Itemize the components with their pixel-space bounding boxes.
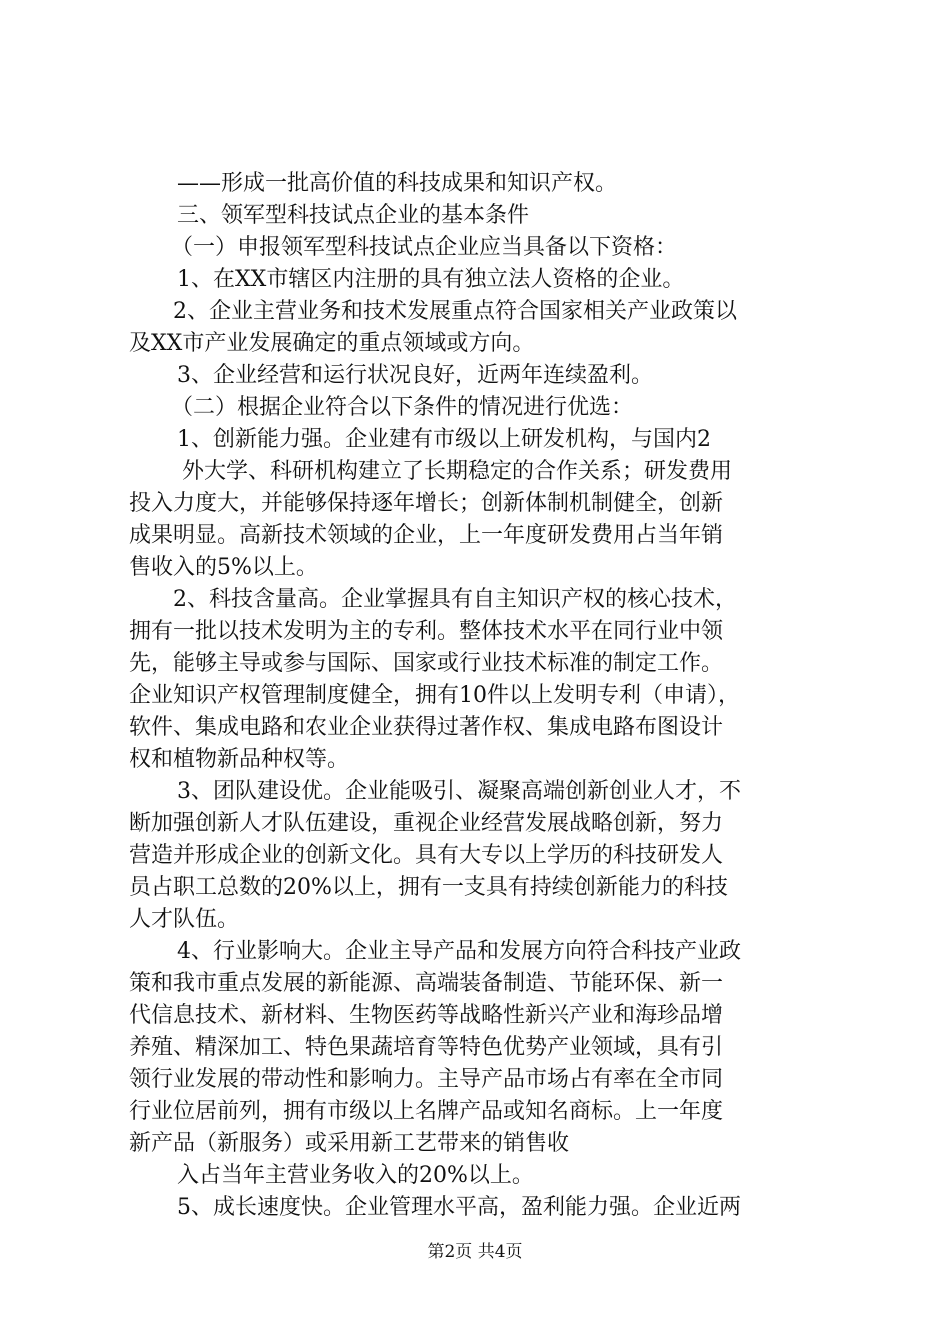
text-line: 先，能够主导或参与国际、国家或行业技术标准的制定工作。 (129, 651, 724, 676)
text-line: 入占当年主营业务收入的20%以上。 (177, 1163, 534, 1188)
text-line: 成果明显。高新技术领域的企业，上一年度研发费用占当年销 (129, 523, 724, 548)
text-line: 行业位居前列，拥有市级以上名牌产品或知名商标。上一年度 (129, 1099, 724, 1124)
text-line: 及XX市产业发展确定的重点领域或方向。 (129, 331, 535, 356)
text-line: 三、领军型科技试点企业的基本条件 (177, 203, 530, 228)
text-line: 权和植物新品种权等。 (129, 747, 350, 772)
text-line: 3、企业经营和运行状况良好，近两年连续盈利。 (177, 363, 653, 388)
text-line: （一）申报领军型科技试点企业应当具备以下资格： (171, 235, 678, 260)
text-line: 外大学、科研机构建立了长期稳定的合作关系；研发费用 (182, 459, 733, 484)
text-line: 2、企业主营业务和技术发展重点符合国家相关产业政策以 (173, 299, 737, 324)
text-line: 员占职工总数的20%以上，拥有一支具有持续创新能力的科技 (129, 875, 728, 900)
text-line: 策和我市重点发展的新能源、高端装备制造、节能环保、新一 (129, 971, 724, 996)
text-line: 领行业发展的带动性和影响力。主导产品市场占有率在全市同 (129, 1067, 724, 1092)
text-line: 企业知识产权管理制度健全，拥有10件以上发明专利（申请）， (129, 683, 740, 708)
page-footer: 第2页 共4页 (427, 1242, 523, 1262)
text-line: ——形成一批高价值的科技成果和知识产权。 (177, 171, 618, 196)
text-line: （二）根据企业符合以下条件的情况进行优选： (171, 395, 634, 420)
text-line: 养殖、精深加工、特色果蔬培育等特色优势产业领域，具有引 (129, 1035, 724, 1060)
text-line: 5、成长速度快。企业管理水平高，盈利能力强。企业近两 (177, 1195, 741, 1220)
text-line: 4、行业影响大。企业主导产品和发展方向符合科技产业政 (177, 939, 741, 964)
text-line: 软件、集成电路和农业企业获得过著作权、集成电路布图设计 (129, 715, 724, 740)
text-line: 3、团队建设优。企业能吸引、凝聚高端创新创业人才，不 (177, 779, 741, 804)
text-line: 新产品（新服务）或采用新工艺带来的销售收 (129, 1131, 570, 1156)
document-body (129, 168, 841, 1224)
text-line: 售收入的5%以上。 (129, 555, 318, 580)
text-line: 营造并形成企业的创新文化。具有大专以上学历的科技研发人 (129, 843, 724, 868)
text-line: 人才队伍。 (129, 907, 240, 932)
text-line: 1、创新能力强。企业建有市级以上研发机构，与国内2 (177, 427, 711, 452)
text-line: 2、科技含量高。企业掌握具有自主知识产权的核心技术， (173, 587, 737, 612)
text-line: 断加强创新人才队伍建设，重视企业经营发展战略创新，努力 (129, 811, 724, 836)
text-line: 投入力度大，并能够保持逐年增长；创新体制机制健全，创新 (129, 491, 724, 516)
text-line: 拥有一批以技术发明为主的专利。整体技术水平在同行业中领 (129, 619, 724, 644)
text-line: 代信息技术、新材料、生物医药等战略性新兴产业和海珍品增 (129, 1003, 724, 1028)
text-line: 1、在XX市辖区内注册的具有独立法人资格的企业。 (177, 267, 685, 292)
